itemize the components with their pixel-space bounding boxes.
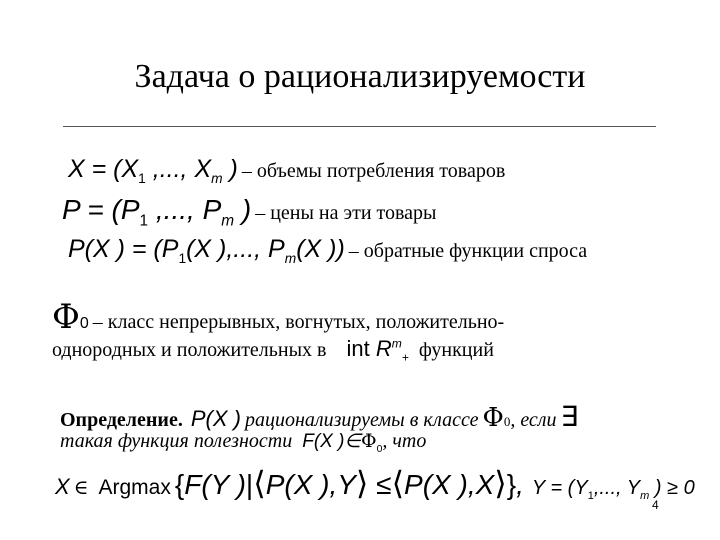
x-definition-line <box>68 155 505 186</box>
definition-phi-symbol: Φ <box>482 403 504 433</box>
px-definition-text: – обратные функции спроса <box>348 240 588 262</box>
argmax-label: Argmax <box>98 476 171 499</box>
phi-class-line-2 <box>52 336 494 364</box>
phi-class-line-1: Φ0 – класс непрерывных, вогнутых, положительно- <box>52 297 505 337</box>
title-divider <box>63 126 656 127</box>
definition-px: P(X ) <box>190 406 241 431</box>
slide-title: Задача о рационализируемости <box>134 58 586 95</box>
definition-text-1: рационализируемы в классе <box>244 409 479 431</box>
definition-fx: F(X )$\in\Phi_0$ <box>302 430 383 455</box>
p-formula: $P = (P_1$ ,..., $P_m$ ) <box>62 194 252 230</box>
int-r-symbol: int $R^m_+$ <box>346 336 409 365</box>
x-formula: $X = (X_1$ ,..., $X_m$ ) <box>68 155 238 186</box>
exists-symbol: ∃ <box>560 400 579 433</box>
p-definition-text: – цены на эти товары <box>255 202 437 224</box>
phi-symbol: Φ <box>52 297 80 337</box>
phi-class-text-2a: однородных и положительных в <box>52 339 327 361</box>
p-definition-line <box>62 194 437 231</box>
definition-text-3: такая функция полезности <box>60 430 293 452</box>
px-formula: P(X ) = ($P_1(X$ ),..., $P_m(X$ )) <box>68 235 345 266</box>
argmax-formula: X ∈ Argmax {F(Y )|⟨P(X ),Y⟩ ≤⟨P(X ),X⟩}, $Y = (Y_1$,..., $Y_m$ ) ≥ 0 <box>55 465 695 502</box>
definition-line-2 <box>60 430 426 455</box>
definition-label: Определение. <box>60 409 183 431</box>
phi-class-text-2b: функций <box>418 339 494 361</box>
definition-line-1: Определение. P(X ) рационализируемы в классе Φ0, если ∃ <box>60 400 579 433</box>
phi-class-text-1: – класс непрерывных, вогнутых, положительно- <box>92 311 505 333</box>
definition-text-4: , что <box>382 430 427 452</box>
px-definition-line <box>68 235 587 266</box>
argmax-tail: $Y = (Y_1$,..., $Y_m$ ) ≥ 0 <box>531 477 695 502</box>
definition-text-2: , если <box>510 409 557 431</box>
x-definition-text: – объемы потребления товаров <box>241 160 506 182</box>
page-number: 4 <box>652 498 659 512</box>
